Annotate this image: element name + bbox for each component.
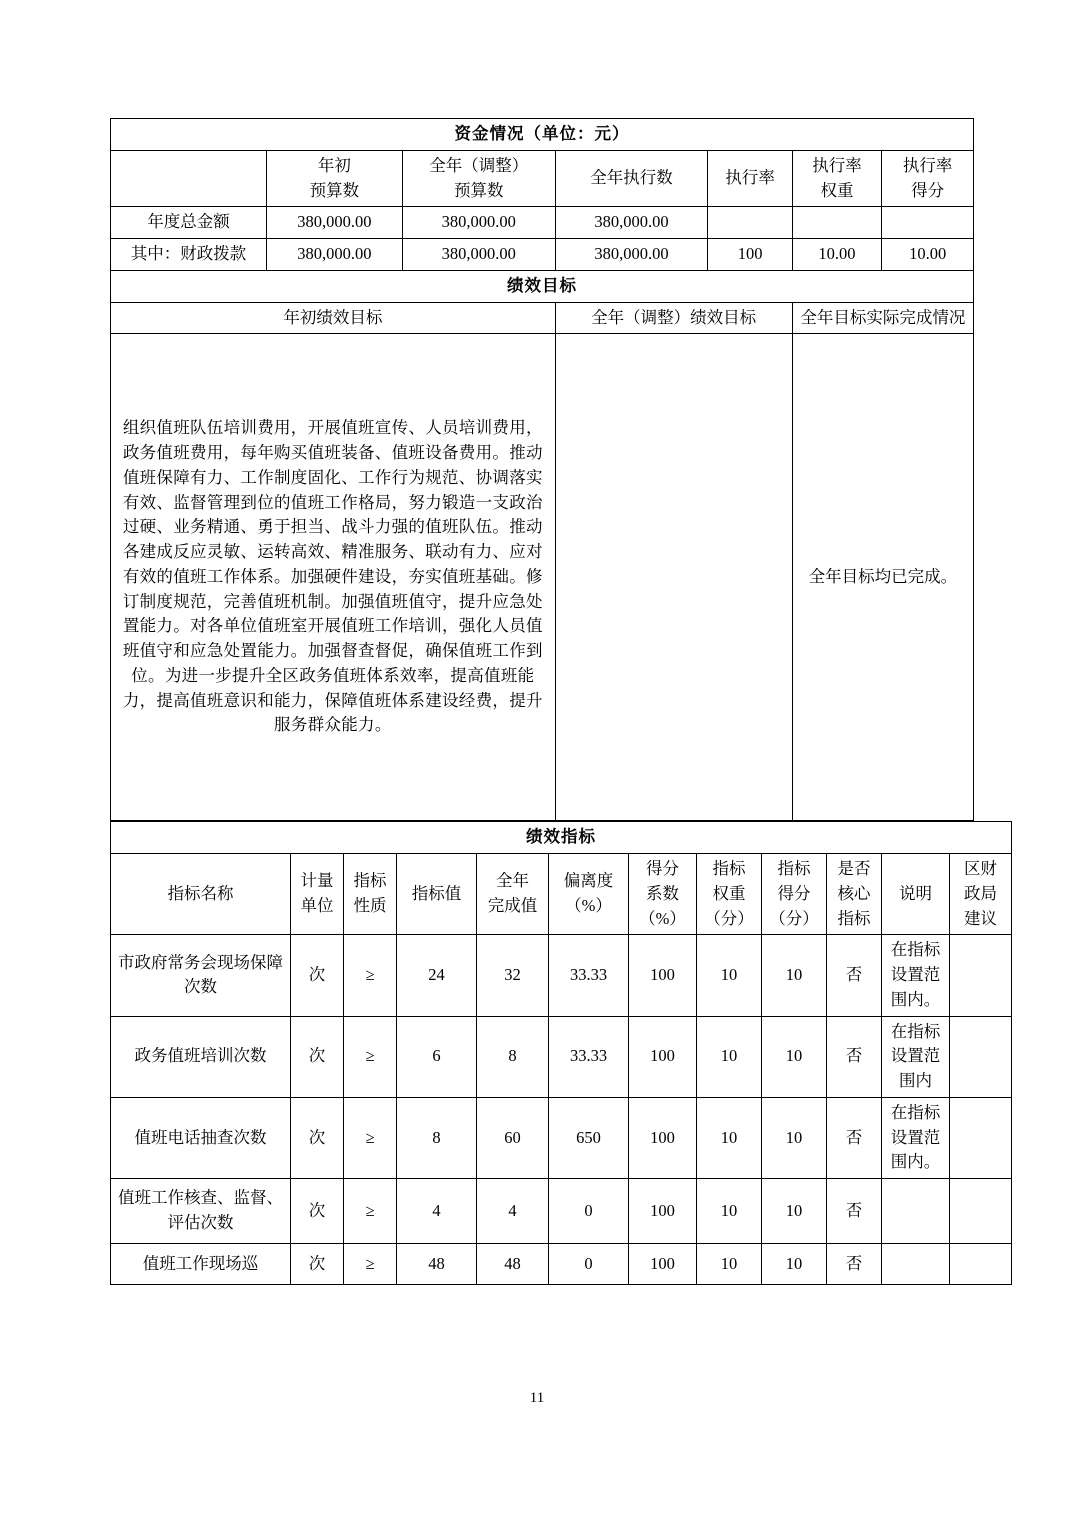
indicators-header-unit-l2: 单位 xyxy=(300,896,334,916)
indicator-unit: 次 xyxy=(291,935,344,1016)
goals-title-row xyxy=(111,270,974,302)
indicator-name: 市政府常务会现场保障次数 xyxy=(111,935,291,1016)
indicators-header-deviation-l1: 偏离度 xyxy=(563,871,614,891)
indicator-name: 值班工作核查、监督、评估次数 xyxy=(111,1179,291,1244)
indicator-note: 在指标设置范围内 xyxy=(882,1016,950,1097)
indicator-coefficient: 100 xyxy=(629,1179,697,1244)
indicator-deviation: 33.33 xyxy=(549,935,629,1016)
performance-report-table xyxy=(110,118,974,821)
indicators-header-score-l2: 得分 xyxy=(777,883,811,903)
indicators-header-row xyxy=(111,854,1012,935)
goals-header-begin: 年初绩效目标 xyxy=(111,302,556,334)
indicator-note xyxy=(882,1244,950,1285)
indicator-note: 在指标设置范围内。 xyxy=(882,935,950,1016)
indicators-header-weight-l2: 权重 xyxy=(712,883,746,903)
goals-header-actual: 全年目标实际完成情况 xyxy=(792,302,973,334)
indicators-header-nature xyxy=(344,854,397,935)
indicator-weight: 10 xyxy=(697,1244,762,1285)
funds-row-total-year-exec: 380,000.00 xyxy=(555,207,708,239)
indicator-nature: ≥ xyxy=(344,1244,397,1285)
indicator-weight: 10 xyxy=(697,935,762,1016)
goals-actual-text: 全年目标均已完成。 xyxy=(792,334,973,821)
indicators-header-core-l3: 指标 xyxy=(837,908,871,928)
funds-row-fiscal-exec-score: 10.00 xyxy=(882,239,974,271)
indicator-value: 4 xyxy=(397,1179,477,1244)
indicators-header-note: 说明 xyxy=(882,854,950,935)
indicator-done: 4 xyxy=(477,1179,549,1244)
indicator-deviation: 0 xyxy=(549,1244,629,1285)
funds-header-row xyxy=(111,150,974,207)
indicator-nature: ≥ xyxy=(344,935,397,1016)
indicator-done: 48 xyxy=(477,1244,549,1285)
indicator-unit: 次 xyxy=(291,1016,344,1097)
indicators-header-core-l2: 核心 xyxy=(837,883,871,903)
indicator-weight: 10 xyxy=(697,1016,762,1097)
indicators-header-coefficient-l2: 系数 xyxy=(646,883,679,903)
funds-row-total-label: 年度总金额 xyxy=(111,207,267,239)
funds-header-adjust-budget xyxy=(402,150,555,207)
funds-row-fiscal-exec-rate: 100 xyxy=(708,239,792,271)
indicators-header-weight xyxy=(697,854,762,935)
indicators-header-name: 指标名称 xyxy=(111,854,291,935)
indicator-coefficient: 100 xyxy=(629,1244,697,1285)
indicator-advice xyxy=(950,935,1012,1016)
indicators-header-score-l3: （分） xyxy=(769,908,819,928)
indicator-score: 10 xyxy=(762,1179,827,1244)
funds-header-exec-weight xyxy=(792,150,882,207)
funds-row-total xyxy=(111,207,974,239)
indicator-name: 值班电话抽查次数 xyxy=(111,1097,291,1178)
goals-section-title: 绩效目标 xyxy=(111,270,974,302)
indicator-nature: ≥ xyxy=(344,1016,397,1097)
indicator-value: 24 xyxy=(397,935,477,1016)
indicator-advice xyxy=(950,1097,1012,1178)
funds-row-fiscal-begin-budget: 380,000.00 xyxy=(266,239,402,271)
table-row xyxy=(111,1016,1012,1097)
indicators-header-coefficient-l3: （%） xyxy=(639,908,686,928)
indicator-advice xyxy=(950,1179,1012,1244)
indicator-core: 否 xyxy=(827,935,882,1016)
indicator-value: 8 xyxy=(397,1097,477,1178)
indicator-weight: 10 xyxy=(697,1179,762,1244)
funds-title-row xyxy=(111,119,974,151)
funds-header-adjust-budget-l2: 预算数 xyxy=(454,180,504,200)
funds-row-total-exec-rate xyxy=(708,207,792,239)
indicators-header-nature-l1: 指标 xyxy=(353,871,387,891)
indicator-coefficient: 100 xyxy=(629,1016,697,1097)
funds-row-total-exec-score xyxy=(882,207,974,239)
indicator-core: 否 xyxy=(827,1179,882,1244)
indicator-done: 60 xyxy=(477,1097,549,1178)
indicator-deviation: 0 xyxy=(549,1179,629,1244)
funds-row-fiscal xyxy=(111,239,974,271)
indicator-score: 10 xyxy=(762,935,827,1016)
indicators-title-row xyxy=(111,822,1012,854)
indicator-core: 否 xyxy=(827,1016,882,1097)
indicator-deviation: 650 xyxy=(549,1097,629,1178)
indicator-note xyxy=(882,1179,950,1244)
indicator-score: 10 xyxy=(762,1244,827,1285)
indicators-header-unit xyxy=(291,854,344,935)
indicator-nature: ≥ xyxy=(344,1097,397,1178)
indicator-unit: 次 xyxy=(291,1097,344,1178)
indicator-done: 8 xyxy=(477,1016,549,1097)
indicator-value: 48 xyxy=(397,1244,477,1285)
funds-header-begin-budget-l2: 预算数 xyxy=(309,180,360,200)
indicators-header-done xyxy=(477,854,549,935)
indicators-table xyxy=(110,821,1012,1285)
indicator-note: 在指标设置范围内。 xyxy=(882,1097,950,1178)
table-row xyxy=(111,1097,1012,1178)
indicator-score: 10 xyxy=(762,1097,827,1178)
funds-title: 资金情况（单位：元） xyxy=(111,119,974,151)
indicator-name: 值班工作现场巡 xyxy=(111,1244,291,1285)
funds-header-exec-score-l1: 执行率 xyxy=(902,155,953,175)
goals-begin-text: 组织值班队伍培训费用，开展值班宣传、人员培训费用，政务值班费用，每年购买值班装备、值班设备费用。推动值班保障有力、工作制度固化、工作行为规范、协调落实有效、监督管理到位的值班工作格局，努力锻造一支政治过硬、业务精通、勇于担当、战斗力强的值班队伍。推动各建成反应灵敏、运转高效、精准服务、联动有力、应对有效的值班工作体系。加强硬件建设，夯实值班基础。修订制度规范，完善值班机制。加强值班值守，提升应急处置能力。对各单位值班室开展值班工作培训，强化人员值班值守和应急处置能力。加强督查督促，确保值班工作到位。为进一步提升全区政务值班体系效率，提高值班能力，提高值班意识和能力，保障值班体系建设经费，提升服务群众能力。 xyxy=(111,334,556,821)
page-number: 11 xyxy=(529,1390,545,1406)
indicators-header-advice-l3: 建议 xyxy=(964,908,998,928)
indicators-header-nature-l2: 性质 xyxy=(353,896,387,916)
indicator-name: 政务值班培训次数 xyxy=(111,1016,291,1097)
indicators-header-weight-l3: （分） xyxy=(704,908,754,928)
funds-header-begin-budget-l1: 年初 xyxy=(317,155,351,175)
indicator-unit: 次 xyxy=(291,1179,344,1244)
funds-header-begin-budget xyxy=(266,150,402,207)
goals-content-row xyxy=(111,334,974,821)
funds-header-exec-score-l2: 得分 xyxy=(911,180,945,200)
table-row xyxy=(111,1179,1012,1244)
indicators-header-unit-l1: 计量 xyxy=(300,871,334,891)
indicator-unit: 次 xyxy=(291,1244,344,1285)
indicator-deviation: 33.33 xyxy=(549,1016,629,1097)
funds-header-blank xyxy=(111,150,267,207)
indicators-header-core xyxy=(827,854,882,935)
indicators-header-advice xyxy=(950,854,1012,935)
indicators-header-value: 指标值 xyxy=(397,854,477,935)
indicators-header-advice-l1: 区财 xyxy=(964,859,998,878)
indicators-header-coefficient xyxy=(629,854,697,935)
indicators-header-advice-l2: 政局 xyxy=(964,883,998,903)
indicators-header-done-l2: 完成值 xyxy=(487,896,538,916)
indicator-core: 否 xyxy=(827,1244,882,1285)
funds-header-exec-rate: 执行率 xyxy=(708,150,792,207)
indicators-header-done-l1: 全年 xyxy=(496,871,529,891)
indicator-score: 10 xyxy=(762,1016,827,1097)
indicators-header-coefficient-l1: 得分 xyxy=(646,859,679,878)
indicator-value: 6 xyxy=(397,1016,477,1097)
funds-header-year-exec: 全年执行数 xyxy=(555,150,708,207)
funds-row-fiscal-adjust-budget: 380,000.00 xyxy=(402,239,555,271)
funds-row-total-exec-weight xyxy=(792,207,882,239)
funds-header-exec-weight-l1: 执行率 xyxy=(812,155,862,175)
goals-header-row xyxy=(111,302,974,334)
indicators-header-score-l1: 指标 xyxy=(777,859,811,878)
indicator-coefficient: 100 xyxy=(629,1097,697,1178)
indicators-header-deviation xyxy=(549,854,629,935)
goals-adjust-text xyxy=(555,334,792,821)
funds-row-fiscal-label: 其中：财政拨款 xyxy=(111,239,267,271)
indicator-weight: 10 xyxy=(697,1097,762,1178)
indicators-header-score xyxy=(762,854,827,935)
funds-header-exec-weight-l2: 权重 xyxy=(820,180,854,200)
funds-row-total-adjust-budget: 380,000.00 xyxy=(402,207,555,239)
funds-header-exec-score xyxy=(882,150,974,207)
indicators-header-deviation-l2: （%） xyxy=(565,896,612,916)
goals-header-adjust: 全年（调整）绩效目标 xyxy=(555,302,792,334)
indicator-core: 否 xyxy=(827,1097,882,1178)
indicators-section-title: 绩效指标 xyxy=(111,822,1012,854)
indicator-coefficient: 100 xyxy=(629,935,697,1016)
indicator-advice xyxy=(950,1244,1012,1285)
funds-row-total-begin-budget: 380,000.00 xyxy=(266,207,402,239)
funds-header-adjust-budget-l1: 全年（调整） xyxy=(429,155,529,175)
funds-row-fiscal-exec-weight: 10.00 xyxy=(792,239,882,271)
funds-row-fiscal-year-exec: 380,000.00 xyxy=(555,239,708,271)
indicators-header-core-l1: 是否 xyxy=(837,859,871,878)
table-row xyxy=(111,935,1012,1016)
indicator-advice xyxy=(950,1016,1012,1097)
indicator-nature: ≥ xyxy=(344,1179,397,1244)
table-row xyxy=(111,1244,1012,1285)
indicator-done: 32 xyxy=(477,935,549,1016)
indicators-header-weight-l1: 指标 xyxy=(712,859,746,878)
